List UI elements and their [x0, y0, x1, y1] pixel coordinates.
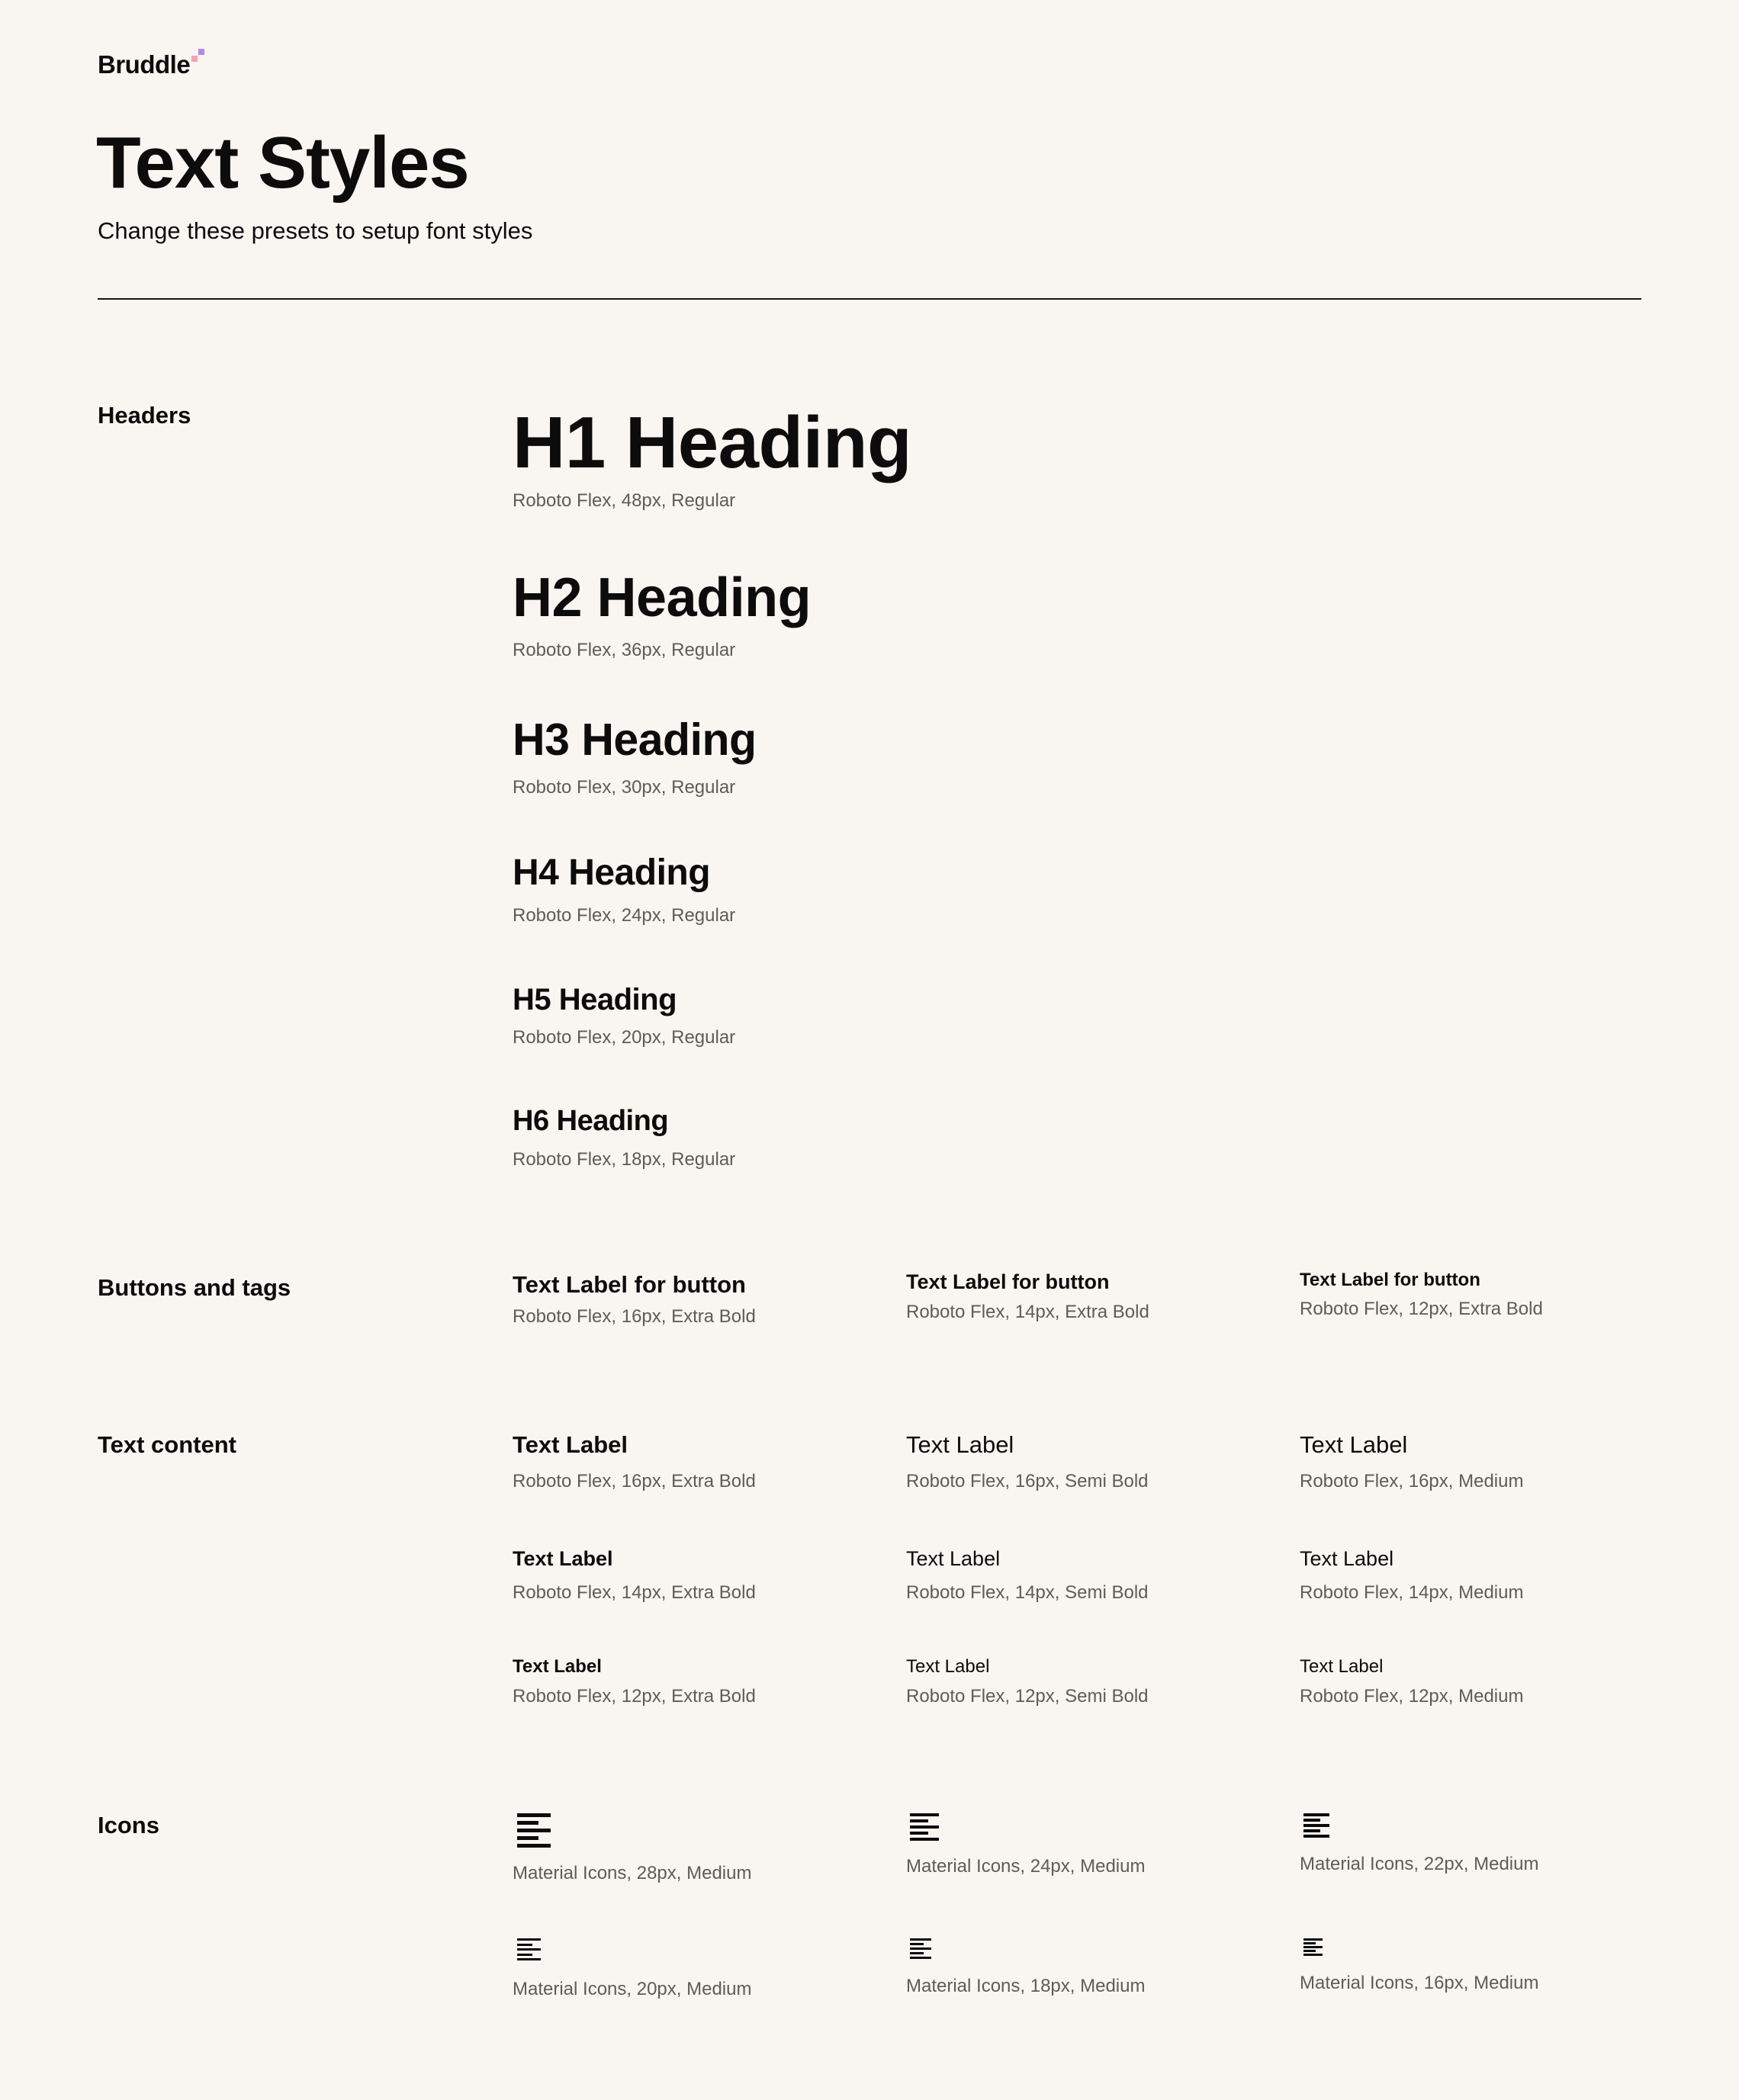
text-label-sample: Text Label: [513, 1431, 628, 1458]
format-align-left-icon: [910, 1813, 939, 1841]
text-label-caption: Roboto Flex, 14px, Extra Bold: [513, 1582, 756, 1603]
icon-caption: Material Icons, 16px, Medium: [1300, 1973, 1539, 1993]
h5-heading-sample: H5 Heading: [513, 983, 677, 1016]
h1-heading-sample: H1 Heading: [513, 402, 912, 483]
text-label-sample: Text Label: [513, 1547, 613, 1570]
text-label-caption: Roboto Flex, 12px, Medium: [1300, 1686, 1524, 1707]
brand-logo: [98, 50, 205, 79]
text-label-caption: Roboto Flex, 12px, Semi Bold: [906, 1686, 1149, 1707]
h1-heading-caption: Roboto Flex, 48px, Regular: [513, 490, 736, 511]
button-label-caption: Roboto Flex, 14px, Extra Bold: [906, 1302, 1149, 1322]
section-label-text-content: Text content: [98, 1431, 236, 1458]
h2-heading-sample: H2 Heading: [513, 567, 812, 628]
page-subtitle: Change these presets to setup font styles: [98, 217, 533, 244]
format-align-left-icon: [517, 1813, 551, 1847]
h4-heading-caption: Roboto Flex, 24px, Regular: [513, 905, 736, 926]
icon-caption: Material Icons, 18px, Medium: [906, 1976, 1146, 1996]
text-label-sample: Text Label: [906, 1547, 1001, 1570]
h4-heading-sample: H4 Heading: [513, 853, 711, 893]
h3-heading-caption: Roboto Flex, 30px, Regular: [513, 777, 736, 798]
section-label-buttons: Buttons and tags: [98, 1274, 291, 1301]
h6-heading-sample: H6 Heading: [513, 1105, 669, 1137]
text-label-caption: Roboto Flex, 14px, Semi Bold: [906, 1582, 1149, 1603]
icon-caption: Material Icons, 20px, Medium: [513, 1979, 752, 1999]
format-align-left-icon: [1303, 1813, 1329, 1838]
section-label-headers: Headers: [98, 402, 191, 429]
section-label-icons: Icons: [98, 1812, 159, 1838]
text-label-sample: Text Label: [1300, 1656, 1384, 1677]
text-label-sample: Text Label: [1300, 1431, 1408, 1458]
icon-caption: Material Icons, 28px, Medium: [513, 1863, 752, 1883]
text-label-sample: Text Label: [513, 1656, 602, 1677]
text-label-sample: Text Label: [906, 1431, 1014, 1458]
divider: [98, 298, 1641, 300]
page-title: Text Styles: [96, 122, 469, 204]
button-label-sample: Text Label for button: [513, 1271, 746, 1298]
text-label-caption: Roboto Flex, 16px, Medium: [1300, 1471, 1524, 1492]
h6-heading-caption: Roboto Flex, 18px, Regular: [513, 1149, 736, 1170]
text-label-caption: Roboto Flex, 12px, Extra Bold: [513, 1686, 756, 1707]
h2-heading-caption: Roboto Flex, 36px, Regular: [513, 640, 736, 660]
text-label-caption: Roboto Flex, 16px, Extra Bold: [513, 1471, 756, 1492]
logo-mark-icon: [191, 49, 205, 63]
icon-caption: Material Icons, 22px, Medium: [1300, 1854, 1539, 1874]
button-label-caption: Roboto Flex, 12px, Extra Bold: [1300, 1299, 1543, 1319]
text-label-caption: Roboto Flex, 14px, Medium: [1300, 1582, 1524, 1603]
format-align-left-icon: [517, 1938, 541, 1961]
text-label-sample: Text Label: [906, 1656, 990, 1677]
text-label-sample: Text Label: [1300, 1547, 1394, 1570]
button-label-caption: Roboto Flex, 16px, Extra Bold: [513, 1306, 756, 1327]
format-align-left-icon: [1303, 1938, 1323, 1957]
format-align-left-icon: [910, 1938, 931, 1959]
h3-heading-sample: H3 Heading: [513, 714, 757, 765]
h5-heading-caption: Roboto Flex, 20px, Regular: [513, 1027, 736, 1048]
text-label-caption: Roboto Flex, 16px, Semi Bold: [906, 1471, 1149, 1492]
button-label-sample: Text Label for button: [906, 1270, 1110, 1293]
icon-caption: Material Icons, 24px, Medium: [906, 1856, 1146, 1877]
button-label-sample: Text Label for button: [1300, 1270, 1480, 1290]
brand-name: Bruddle: [98, 50, 191, 79]
